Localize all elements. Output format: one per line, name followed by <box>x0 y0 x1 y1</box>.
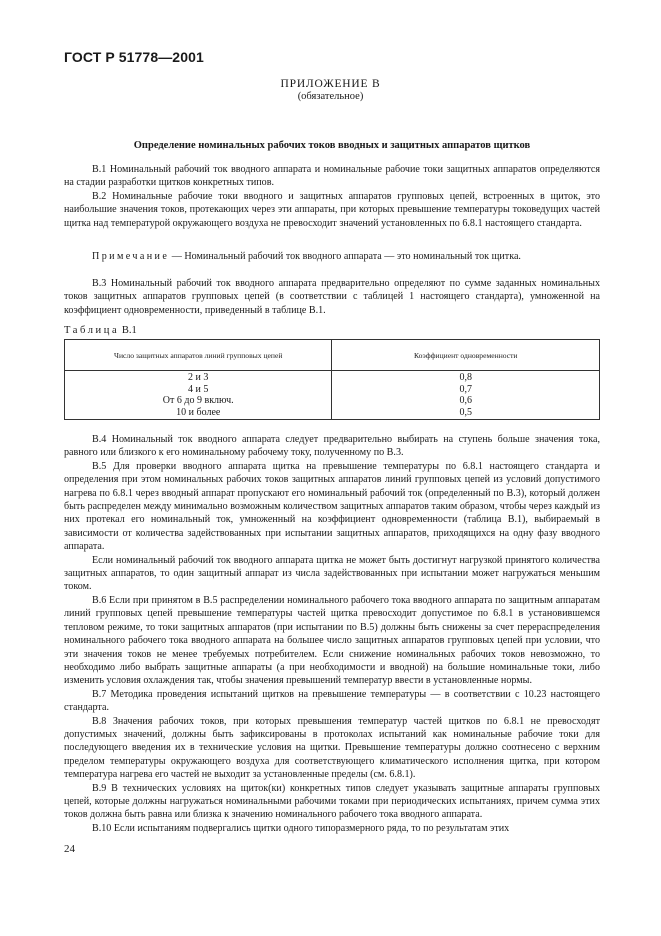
paragraph-b4: В.4 Номинальный ток вводного аппарата следует предварительно выбирать на ступень больше значения тока, равного или близкого к его номинальному рабочему току, полученному по В.3. <box>64 434 600 459</box>
appendix-heading: Определение номинальных рабочих токов вводных и защитных аппаратов щитков <box>133 140 531 151</box>
section-b1-b2 <box>64 163 600 230</box>
section-b3 <box>64 277 600 317</box>
paragraph-b2: В.2 Номинальные рабочие токи вводного и защитных аппаратов групповых цепей, встроенных в щиток, это наибольшие значения токов, протекающих через эти аппараты, при которых превышение температуры токоведущих частей щитка над температурой окружающего воздуха не превосходит значений установленных по 6.8.1 настоящего стандарта. <box>64 190 600 229</box>
table-header-count: Число защитных аппаратов линий групповых цепей <box>65 340 332 371</box>
paragraph-b5: В.5 Для проверки вводного аппарата щитка на превышение температуры по 6.8.1 настоящего стандарта и определения при этом номинальных рабочих токов защитных аппаратов линий групповых цепей из условий допустимого нагрева по 6.8.1 через вводный аппарат пропускают его номинальный рабочий ток (определенный по В.3), который должен быть распределен между минимально возможным количеством защитных аппаратов таким образом, чтобы через каждый из них протекал его номинальный ток, умноженный на коэффициент одновременности (таблица В.1), выбираемый в зависимости от количества задействованных при испытании защитных аппаратов, приходящихся на одну фазу вводного аппарата. <box>64 460 600 553</box>
table-caption-word: Таблица <box>64 325 120 336</box>
paragraph-b6: В.6 Если при принятом в В.5 распределении номинального рабочего тока вводного аппарата по защитным аппаратам линий групповых цепей превышение температуры частей щитка превосходит допустимое по 6.8.1 в установившемся тепловом режиме, то токи защитных аппаратов (при испытании по В.5) должны быть снижены за счет перераспределения номинального рабочего тока вводного аппарата на большее число защитных аппаратов групповых цепей при условии, что эти значения токов не менее требуемых потребителем. Если снижение номинальных рабочих токов невозможно, то необходимо либо выбрать защитные аппараты (а при необходимости и вводной) на большие номинальные токи, либо изменить условия охлаждения так, чтобы значения превышений температур ввести в установленные нормы. <box>64 594 600 687</box>
table-header-coefficient: Коэффициент одновременности <box>332 340 600 371</box>
table-row-count: 4 и 5 <box>188 383 209 395</box>
note-text: — Номинальный рабочий ток вводного аппарата — это номинальный ток щитка. <box>169 251 521 262</box>
paragraph-b3: В.3 Номинальный рабочий ток вводного аппарата предварительно определяют по сумме заданных номинальных токов защитных аппаратов групповых цепей (в соответствии с таблицей 1 настоящего стандарта), умноженной на коэффициент одновременности, приведенный в таблице В.1. <box>64 278 600 316</box>
paragraph-b5-continued: Если номинальный рабочий ток вводного аппарата щитка не может быть достигнут нагрузкой принятого количества защитных аппаратов, то один защитный аппарат из числа задействованных при испытании может нагружаться меньшим током. <box>64 554 600 593</box>
note-block <box>64 250 600 263</box>
paragraph-b10: В.10 Если испытаниям подвергались щитки одного типоразмерного ряда, то по результатам этих <box>92 822 510 834</box>
paragraph-b8: В.8 Значения рабочих токов, при которых превышения температур частей щитков по 6.8.1 не превосходят допустимых значений, должны быть зафиксированы в протоколах испытаний как номинальные рабочие токи для последующего введения их в технические условия на щитки. Превышение температуры должно соотнесено с верхним пределом температуры окружающего воздуха для соответствующего климатического исполнения щитка, при котором температура нагрева его частей не выходит за установленные пределы (см. 6.8.1). <box>64 715 600 781</box>
section-b4-b10 <box>64 433 600 835</box>
appendix-subtitle: (обязательное) <box>297 91 364 102</box>
paragraph-b7: В.7 Методика проведения испытаний щитков на превышение температуры — в соответствии с 10.23 настоящего стандарта. <box>64 688 600 714</box>
table-row-count: 10 и более <box>176 406 221 418</box>
paragraph-b9: В.9 В технических условиях на щиток(ки) конкретных типов следует указывать защитные аппараты групповых цепей, которые должны нагружаться номинальными рабочими токами при периодических испытаниях, причем сумма этих токов должна быть равна или близка к значению номинального рабочего тока вводного аппарата. <box>64 782 600 821</box>
coefficient-table <box>64 339 600 420</box>
note-label: Примечание <box>92 251 170 262</box>
table-row-coefficient: 0,7 <box>459 383 472 395</box>
table-row-coefficient: 0,8 <box>459 372 472 383</box>
table-cell-counts <box>65 371 332 420</box>
appendix-title: ПРИЛОЖЕНИЕ В <box>280 78 381 90</box>
table-row-count: От 6 до 9 включ. <box>162 395 234 406</box>
standard-number: ГОСТ Р 51778—2001 <box>64 49 204 65</box>
table-caption-number: В.1 <box>119 325 137 336</box>
paragraph-b1: В.1 Номинальный рабочий ток вводного аппарата и номинальные рабочие токи защитных аппаратов определяются на стадии разработки щитков конкретных типов. <box>64 164 600 189</box>
table-row-count: 2 и 3 <box>188 372 209 383</box>
page-number: 24 <box>64 843 75 855</box>
table-row-coefficient: 0,6 <box>459 395 472 406</box>
table-cell-coefficients <box>332 371 600 420</box>
table-caption <box>64 325 137 336</box>
table-row-coefficient: 0,5 <box>459 406 472 418</box>
